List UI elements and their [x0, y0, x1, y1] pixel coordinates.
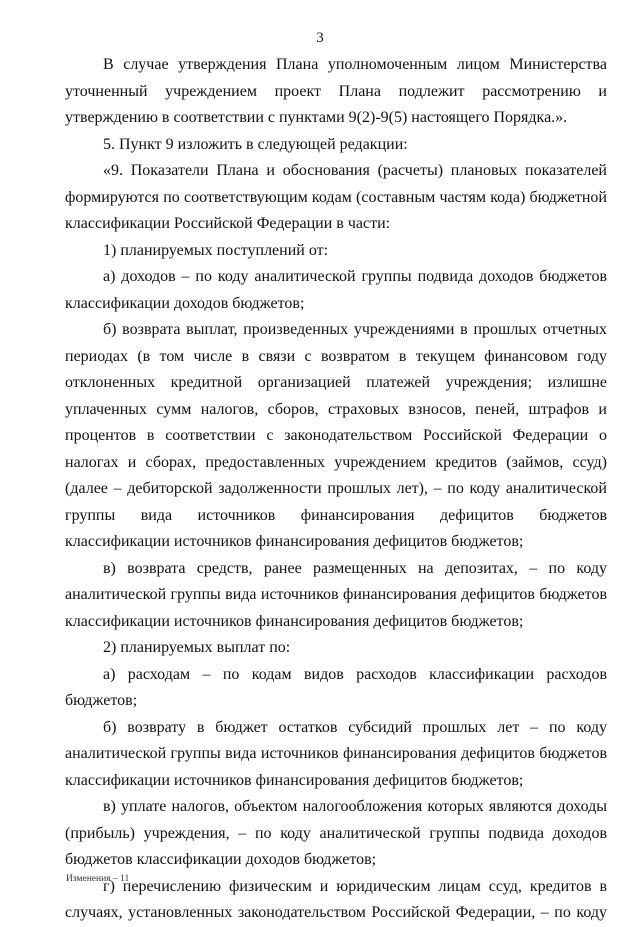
paragraph: б) возврата выплат, произведенных учреждениями в прошлых отчетных периодах (в том числе в связи с возвратом в текущем финансовом году отклоненных кредитной организацией платежей учреждения; излишне уплаченных сумм налогов, сборов, страховых взносов, пеней, штрафов и процентов в соответствии с законодательством Российской Федерации о налогах и сборах, предоставленных учреждением кредитов (займов, ссуд) (далее – дебиторской задолженности прошлых лет), – по коду аналитической группы вида источников финансирования дефицитов бюджетов классификации источников финансирования дефицитов бюджетов;: [65, 321, 607, 550]
paragraph: В случае утверждения Плана уполномоченным лицом Министерства уточненный учреждением проект Плана подлежит рассмотрению и утверждению в соответствии с пунктами 9(2)-9(5) настоящего Порядка.».: [65, 56, 607, 126]
paragraph: 2) планируемых выплат по:: [103, 639, 291, 656]
paragraph: а) доходов – по коду аналитической группы подвида доходов бюджетов классификации доходов бюджетов;: [65, 268, 607, 312]
paragraph: в) возврата средств, ранее размещенных на депозитах, – по коду аналитической группы вида источников финансирования дефицитов бюджетов классификации источников финансирования дефицитов бюджетов;: [65, 559, 607, 630]
paragraph: г) перечислению физическим и юридическим лицам ссуд, кредитов в случаях, установленных законодательством Российской Федерации, – по коду: [65, 877, 607, 921]
page-number: 3: [316, 30, 324, 46]
page-footer: Изменения – 11: [66, 874, 130, 884]
paragraph: «9. Показатели Плана и обоснования (расчеты) плановых показателей формируются по соответствующим кодам (составным частям кода) бюджетной классификации Российской Федерации в части:: [65, 162, 607, 232]
paragraph: 5. Пункт 9 изложить в следующей редакции:: [103, 135, 408, 153]
paragraph: 1) планируемых поступлений от:: [103, 241, 329, 259]
document-body: [65, 52, 607, 927]
paragraph: а) расходам – по кодам видов расходов классификации расходов бюджетов;: [65, 665, 607, 709]
paragraph: в) уплате налогов, объектом налогообложения которых являются доходы (прибыль) учреждения, – по коду аналитической группы подвида доходов бюджетов классификации доходов бюджетов;: [65, 798, 607, 868]
paragraph: б) возврату в бюджет остатков субсидий прошлых лет – по коду аналитической группы вида источников финансирования дефицитов бюджетов классификации источников финансирования дефицитов бюджетов;: [65, 718, 607, 789]
